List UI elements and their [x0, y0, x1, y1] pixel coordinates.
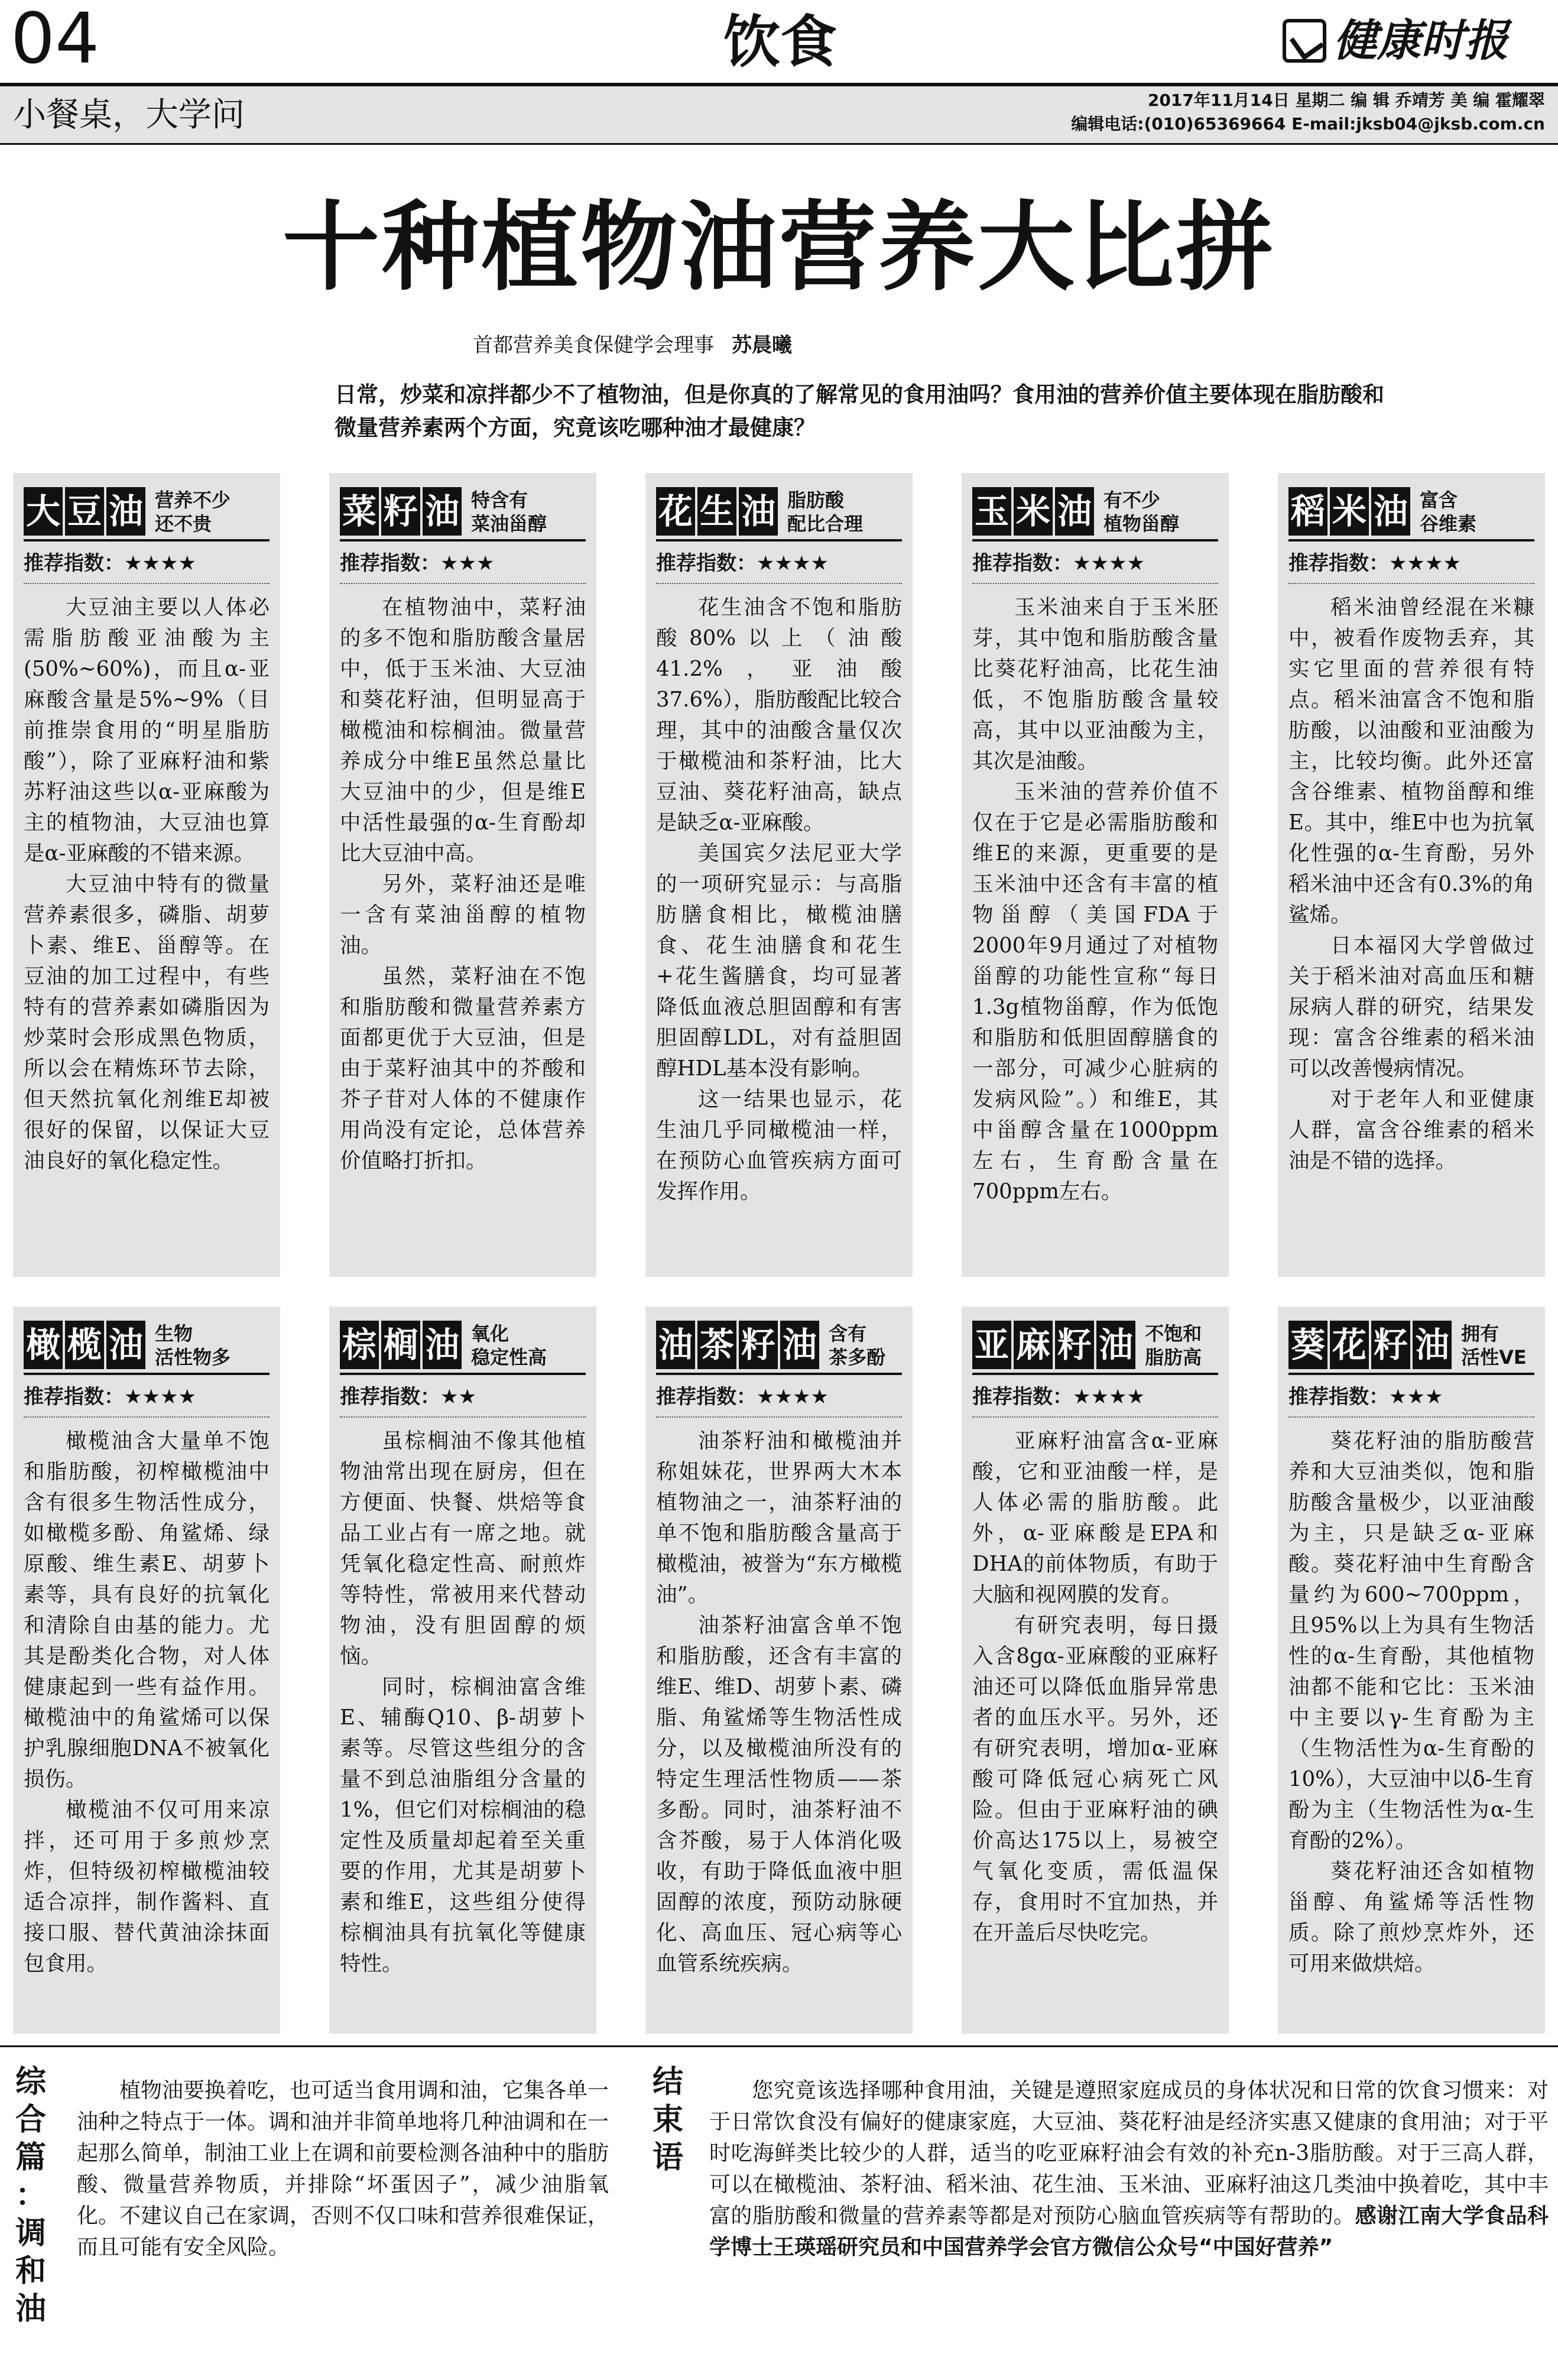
oil-subtitle-line: 不饱和	[1145, 1322, 1202, 1345]
rating-label: 推荐指数：	[340, 1385, 440, 1409]
logo-text: 健康时报	[1333, 15, 1508, 66]
oil-body	[656, 1426, 902, 1979]
rating-stars-icon: ★★★	[440, 552, 495, 575]
oil-subtitle-line: 配比合理	[787, 513, 864, 535]
oil-header	[972, 482, 1218, 542]
title-char: 束	[652, 2102, 683, 2138]
oil-article	[962, 1306, 1229, 2034]
oil-name	[656, 1321, 822, 1369]
oil-name	[340, 1321, 464, 1369]
oil-name-char: 葵	[1288, 1321, 1327, 1369]
summary-text	[77, 2075, 609, 2263]
date-editors: 2017年11月14日 星期二 编 辑 乔靖芳 美 编 霍耀翠	[1147, 90, 1545, 110]
bottom-rule	[0, 2045, 1558, 2047]
rating-label: 推荐指数：	[24, 552, 124, 575]
oil-name-char: 花	[656, 487, 695, 536]
oil-subtitle-line: 活性VE	[1461, 1346, 1527, 1369]
oil-article	[329, 1306, 596, 2034]
oil-body	[24, 592, 270, 1176]
recommendation-rating	[340, 1383, 586, 1411]
oil-name	[24, 487, 148, 536]
oil-name-char: 米	[1330, 487, 1369, 536]
oil-subtitle-line: 还不贵	[155, 513, 212, 535]
rating-label: 推荐指数：	[24, 1385, 124, 1409]
oil-paragraph: 亚麻籽油富含α-亚麻酸，它和亚油酸一样，是人体必需的脂肪酸。此外，α-亚麻酸是EPA和DHA的前体物质，有助于大脑和视网膜的发育。	[972, 1429, 1218, 1607]
title-char: 调	[15, 2216, 46, 2251]
title-char: 语	[652, 2140, 683, 2175]
oil-name-char: 榄	[65, 1321, 104, 1369]
dateline	[1071, 89, 1545, 136]
rating-label: 推荐指数：	[972, 552, 1073, 575]
rating-label: 推荐指数：	[656, 1385, 757, 1409]
oil-paragraph: 玉米油来自于玉米胚芽，其中饱和脂肪酸含量比葵花籽油高，比花生油低，不饱脂肪酸含量较高，其中以亚油酸为主，其次是油酸。	[972, 595, 1218, 773]
page-number: 04	[11, 0, 100, 79]
oil-subtitle-line: 特含有	[471, 489, 528, 511]
oil-name	[972, 1321, 1138, 1369]
closing-credit: 感谢江南大学食品科学博士王瑛瑶研究员和中国营养学会官方微信公众号“中国好营养”	[709, 2204, 1549, 2259]
oil-body	[340, 1426, 586, 1979]
oil-name-char: 茶	[697, 1321, 736, 1369]
logo-mark-icon	[1283, 19, 1326, 63]
oil-paragraph: 玉米油的营养价值不仅在于它是必需脂肪酸和维E的来源，更重要的是玉米油中还含有丰富的植物甾醇（美国FDA于2000年9月通过了对植物甾醇的功能性宣称“每日1.3g植物甾醇，作为低饱和脂肪和低胆固醇膳食的一部分，可减少心脏病的发病风险”。）和维E，其中甾醇含量在1000ppm左右，生育酚含量在700ppm左右。	[972, 780, 1218, 1204]
oil-paragraph: 葵花籽油还含如植物甾醇、角鲨烯等活性物质。除了煎炒烹炸外，还可用来做烘焙。	[1288, 1859, 1534, 1976]
oil-subtitle-line: 脂肪酸	[787, 489, 845, 511]
oil-name-char: 稻	[1288, 487, 1327, 536]
oil-header	[656, 482, 902, 542]
rating-stars-icon: ★★★★	[757, 1385, 829, 1409]
section-name: 饮食	[723, 9, 837, 75]
oil-subtitle-line: 茶多酚	[829, 1346, 886, 1369]
oil-article	[645, 473, 913, 1277]
title-char: 篇	[15, 2140, 46, 2175]
oil-name-char: 油	[423, 487, 462, 536]
oil-paragraph: 大豆油中特有的微量营养素很多，磷脂、胡萝卜素、维E、甾醇等。在豆油的加工过程中，有些特有的营养素如磷脂因为炒菜时会形成黑色物质，所以会在精炼环节去除，但天然抗氧化剂维E却被很好的保留，以保证大豆油良好的氧化稳定性。	[24, 872, 270, 1173]
rating-label: 推荐指数：	[656, 552, 757, 575]
intro-paragraph: 日常，炒菜和凉拌都少不了植物油，但是你真的了解常见的食用油吗？食用油的营养价值主要体现在脂肪酸和微量营养素两个方面，究竟该吃哪种油才最健康？	[335, 382, 1384, 440]
oil-article	[962, 473, 1229, 1277]
recommendation-rating	[1288, 550, 1534, 577]
recommendation-rating	[972, 550, 1218, 577]
oil-subtitle-line: 拥有	[1461, 1322, 1499, 1345]
oil-name-char: 花	[1330, 1321, 1369, 1369]
rating-stars-icon: ★★★★	[1073, 1385, 1145, 1409]
oil-subtitle	[1420, 488, 1476, 536]
oil-body	[24, 1426, 270, 1979]
title-char: 和	[15, 2253, 46, 2289]
title-char: 合	[15, 2102, 46, 2138]
oil-subtitle	[1461, 1322, 1527, 1369]
oil-name-char: 油	[656, 1321, 695, 1369]
rating-stars-icon: ★★★★	[1073, 552, 1145, 575]
oil-body	[1288, 1426, 1534, 1979]
rating-stars-icon: ★★★★	[124, 1385, 196, 1409]
oil-subtitle-line: 营养不少	[155, 489, 231, 511]
oil-name	[340, 487, 464, 536]
oil-header	[340, 482, 586, 542]
closing-body: 您究竟该选择哪种食用油，关键是遵照家庭成员的身体状况和日常的饮食习惯来：对于日常饮食没有偏好的健康家庭，大豆油、葵花籽油是经济实惠又健康的食用油；对于平时吃海鲜类比较少的人群，适当的吃亚麻籽油会有效的补充n-3脂肪酸。对于三高人群，可以在橄榄油、茶籽油、稻米油、花生油、玉米油、亚麻籽油这几类油中换着吃，其中丰富的脂肪酸和微量的营养素等都是对预防心脑血管疾病等有帮助的。	[709, 2079, 1549, 2228]
oil-name	[1288, 487, 1413, 536]
oil-header	[972, 1316, 1218, 1375]
oil-subtitle-line: 富含	[1420, 489, 1458, 511]
divider	[972, 1416, 1218, 1418]
headline: 十种植物油营养大比拼	[282, 190, 1275, 304]
oil-name-char: 棕	[340, 1321, 379, 1369]
oil-header	[24, 1316, 270, 1375]
oil-name-char: 油	[1055, 487, 1094, 536]
oil-subtitle	[1103, 488, 1179, 536]
title-char: 油	[15, 2291, 46, 2327]
divider	[24, 583, 270, 584]
oil-paragraph: 油茶籽油富含单不饱和脂肪酸，还含有丰富的维E、维D、胡萝卜素、磷脂、角鲨烯等生物活性成分，以及橄榄油所没有的特定生理活性物质——茶多酚。同时，油茶籽油不含芥酸，易于人体消化吸收，有助于降低血液中胆固醇的浓度，预防动脉硬化、高血压、冠心病等心血管系统疾病。	[656, 1613, 902, 1976]
oil-name-char: 油	[739, 487, 778, 536]
rating-label: 推荐指数：	[340, 552, 440, 575]
oil-name-char: 米	[1014, 487, 1053, 536]
closing-title	[650, 2063, 686, 2177]
oil-name-char: 生	[697, 487, 736, 536]
oil-subtitle-line: 脂肪高	[1145, 1346, 1202, 1369]
summary-title	[13, 2063, 48, 2328]
oil-paragraph: 对于老年人和亚健康人群，富含谷维素的稻米油是不错的选择。	[1288, 1087, 1534, 1173]
oil-paragraph: 日本福冈大学曾做过关于稻米油对高血压和糖尿病人群的研究，结果发现：富含谷维素的稻米油可以改善慢病情况。	[1288, 933, 1534, 1081]
header-rule-bottom	[0, 143, 1558, 145]
oil-paragraph: 有研究表明，每日摄入含8gα-亚麻酸的亚麻籽油还可以降低血脂异常患者的血压水平。另外，还有研究表明，增加α-亚麻酸可降低冠心病死亡风险。但由于亚麻籽油的碘价高达175以上，易被空气氧化变质，需低温保存，食用时不宜加热，并在开盖后尽快吃完。	[972, 1613, 1218, 1945]
oil-article	[329, 473, 596, 1277]
oil-body	[340, 592, 586, 1176]
divider	[972, 583, 1218, 584]
oil-article	[13, 473, 280, 1277]
divider	[656, 1416, 902, 1418]
oil-name-char: 籽	[1371, 1321, 1410, 1369]
oil-article	[13, 1306, 280, 2034]
title-char: ：	[15, 2178, 46, 2213]
rating-stars-icon: ★★	[440, 1385, 476, 1409]
oil-article	[1278, 1306, 1545, 2034]
title-char: 结	[652, 2064, 683, 2100]
oil-subtitle	[471, 488, 547, 536]
oil-subtitle-line: 氧化	[471, 1322, 509, 1345]
oil-body	[656, 592, 902, 1207]
oil-paragraph: 花生油含不饱和脂肪酸80%以上（油酸41.2%，亚油酸37.6%），脂肪酸配比较合理，其中的油酸含量仅次于橄榄油和茶籽油，比大豆油、葵花籽油高，缺点是缺乏α-亚麻酸。	[656, 595, 902, 835]
oil-paragraph: 葵花籽油的脂肪酸营养和大豆油类似，饱和脂肪酸含量极少，以亚油酸为主，只是缺乏α-亚麻酸。葵花籽油中生育酚含量约为600~700ppm，且95%以上为具有生物活性的α-生育酚，其他植物油都不能和它比：玉米油中主要以γ-生育酚为主（生物活性为α-生育酚的10%），大豆油中以δ-生育酚为主（生物活性为α-生育酚的2%）。	[1288, 1429, 1534, 1853]
oil-paragraph: 稻米油曾经混在米糠中，被看作废物丢弃，其实它里面的营养很有特点。稻米油富含不饱和脂肪酸，以油酸和亚油酸为主，比较均衡。此外还富含谷维素、植物甾醇和维E。其中，维E中也为抗氧化性强的α-生育酚，另外稻米油中还含有0.3%的角鲨烯。	[1288, 595, 1534, 927]
oil-header	[1288, 482, 1534, 542]
oil-paragraph: 虽棕榈油不像其他植物油常出现在厨房，但在方便面、快餐、烘焙等食品工业占有一席之地。就凭氧化稳定性高、耐煎炸等特性，常被用来代替动物油，没有胆固醇的烦恼。	[340, 1429, 586, 1668]
rating-stars-icon: ★★★★	[124, 552, 196, 575]
oil-name-char: 油	[1371, 487, 1410, 536]
divider	[340, 1416, 586, 1418]
oil-name	[656, 487, 780, 536]
oil-body	[972, 592, 1218, 1207]
oil-name-char: 榈	[381, 1321, 420, 1369]
summary-paragraph: 植物油要换着吃，也可适当食用调和油，它集各单一油种之特点于一体。调和油并非简单地将几种油调和在一起那么简单，制油工业上在调和前要检测各油种中的脂肪酸、微量营养物质，并排除“坏蛋因子”，减少油脂氧化。不建议自己在家调，否则不仅口味和营养很难保证，而且可能有安全风险。	[77, 2079, 609, 2259]
divider	[1288, 583, 1534, 584]
recommendation-rating	[340, 550, 586, 577]
closing-paragraph	[709, 2075, 1549, 2263]
oil-name-char: 亚	[972, 1321, 1011, 1369]
oil-body	[1288, 592, 1534, 1176]
oil-name-char: 油	[106, 1321, 145, 1369]
oil-subtitle-line: 植物甾醇	[1103, 513, 1180, 535]
oil-paragraph: 美国宾夕法尼亚大学的一项研究显示：与高脂肪膳食相比，橄榄油膳食、花生油膳食和花生+花生酱膳食，均可显著降低血液总胆固醇和有害胆固醇LDL，对有益胆固醇HDL基本没有影响。	[656, 841, 902, 1081]
oil-paragraph: 虽然，菜籽油在不饱和脂肪酸和微量营养素方面都更优于大豆油，但是由于菜籽油其中的芥酸和芥子苷对人体的不健康作用尚没有定论，总体营养价值略打折扣。	[340, 964, 586, 1173]
newspaper-logo	[1283, 15, 1543, 66]
oil-name-char: 油	[106, 487, 145, 536]
oil-name-char: 油	[780, 1321, 819, 1369]
byline	[473, 331, 792, 359]
rating-stars-icon: ★★★★	[757, 552, 829, 575]
oil-name-char: 玉	[972, 487, 1011, 536]
oil-name-char: 油	[1413, 1321, 1452, 1369]
oil-paragraph: 大豆油主要以人体必需脂肪酸亚油酸为主(50%~60%)，而且α-亚麻酸含量是5%~9%（目前推崇食用的“明星脂肪酸”），除了亚麻籽油和紫苏籽油这些以α-亚麻酸为主的植物油，大豆油也算是α-亚麻酸的不错来源。	[24, 595, 270, 865]
oil-subtitle	[155, 1322, 231, 1369]
oil-name-char: 菜	[340, 487, 379, 536]
oil-subtitle-line: 菜油甾醇	[471, 513, 547, 535]
author-title: 首都营养美食保健学会理事	[473, 333, 714, 357]
oil-name	[24, 1321, 148, 1369]
oil-subtitle-line: 谷维素	[1420, 513, 1477, 535]
oil-name-char: 麻	[1014, 1321, 1053, 1369]
oil-name	[1288, 1321, 1454, 1369]
oil-article	[1278, 473, 1545, 1277]
oil-subtitle-line: 有不少	[1103, 489, 1161, 511]
oil-name-char: 籽	[381, 487, 420, 536]
oil-header	[1288, 1316, 1534, 1375]
oil-header	[340, 1316, 586, 1375]
rating-label: 推荐指数：	[1288, 552, 1389, 575]
oil-header	[656, 1316, 902, 1375]
oil-name	[972, 487, 1096, 536]
rating-label: 推荐指数：	[972, 1385, 1073, 1409]
recommendation-rating	[24, 1383, 270, 1411]
divider	[340, 583, 586, 584]
oil-name-char: 籽	[1055, 1321, 1094, 1369]
recommendation-rating	[24, 550, 270, 577]
oil-header	[24, 482, 270, 542]
title-char: 综	[15, 2064, 46, 2100]
oil-subtitle-line: 生物	[155, 1322, 193, 1345]
rating-stars-icon: ★★★	[1389, 1385, 1443, 1409]
oil-name-char: 橄	[24, 1321, 63, 1369]
author-name: 苏晨曦	[732, 333, 792, 357]
oil-name-char: 豆	[65, 487, 104, 536]
oil-subtitle	[1145, 1322, 1202, 1369]
divider	[656, 583, 902, 584]
oil-body	[972, 1426, 1218, 1948]
divider	[1288, 1416, 1534, 1418]
divider	[24, 1416, 270, 1418]
oil-subtitle-line: 含有	[829, 1322, 867, 1345]
oil-subtitle	[787, 488, 863, 536]
recommendation-rating	[1288, 1383, 1534, 1411]
closing-text	[709, 2075, 1549, 2263]
oil-subtitle-line: 活性物多	[155, 1346, 231, 1369]
oil-article	[645, 1306, 913, 2034]
oil-paragraph: 橄榄油不仅可用来凉拌，还可用于多煎炒烹炸，但特级初榨橄榄油较适合凉拌，制作酱料、直接口服、替代黄油涂抹面包食用。	[24, 1798, 270, 1976]
oil-name-char: 油	[1096, 1321, 1135, 1369]
oil-subtitle	[471, 1322, 547, 1369]
contact-info: 编辑电话:(010)65369664 E-mail:jksb04@jksb.com.cn	[1071, 114, 1545, 134]
oil-paragraph: 这一结果也显示，花生油几乎同橄榄油一样，在预防心血管疾病方面可发挥作用。	[656, 1087, 902, 1204]
recommendation-rating	[656, 1383, 902, 1411]
oil-name-char: 油	[423, 1321, 462, 1369]
recommendation-rating	[656, 550, 902, 577]
oil-name-char: 大	[24, 487, 63, 536]
oil-paragraph: 在植物油中，菜籽油的多不饱和脂肪酸含量居中，低于玉米油、大豆油和葵花籽油，但明显高于橄榄油和棕榈油。微量营养成分中维E虽然总量比大豆油中的少，但是维E中活性最强的α-生育酚却比大豆油中高。	[340, 595, 586, 865]
oil-paragraph: 另外，菜籽油还是唯一含有菜油甾醇的植物油。	[340, 872, 586, 958]
oil-paragraph: 油茶籽油和橄榄油并称姐妹花，世界两大木本植物油之一，油茶籽油的单不饱和脂肪酸含量高于橄榄油，被誉为“东方橄榄油”。	[656, 1429, 902, 1607]
oil-paragraph: 同时，棕榈油富含维E、辅酶Q10、β-胡萝卜素等。尽管这些组分的含量不到总油脂组分含量的1%，但它们对棕榈油的稳定性及质量却起着至关重要的作用，尤其是胡萝卜素和维E，这些组分使得棕榈油具有抗氧化等健康特性。	[340, 1675, 586, 1976]
oil-paragraph: 橄榄油含大量单不饱和脂肪酸，初榨橄榄油中含有很多生物活性成分，如橄榄多酚、角鲨烯、绿原酸、维生素E、胡萝卜素等，具有良好的抗氧化和清除自由基的能力。尤其是酚类化合物，对人体健康起到一些有益作用。橄榄油中的角鲨烯可以保护乳腺细胞DNA不被氧化损伤。	[24, 1429, 270, 1791]
column-name: 小餐桌，大学问	[13, 96, 245, 134]
oil-subtitle-line: 稳定性高	[471, 1346, 547, 1369]
oil-subtitle	[155, 488, 231, 536]
oil-name-char: 籽	[739, 1321, 778, 1369]
rating-label: 推荐指数：	[1288, 1385, 1389, 1409]
rating-stars-icon: ★★★★	[1389, 552, 1461, 575]
oil-subtitle	[829, 1322, 885, 1369]
recommendation-rating	[972, 1383, 1218, 1411]
